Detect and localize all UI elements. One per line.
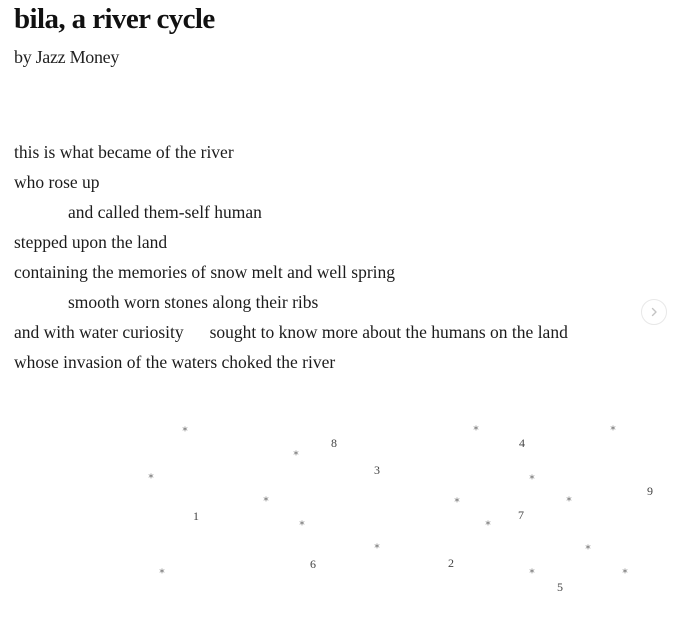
asterisk-mark: *	[182, 424, 188, 438]
asterisk-mark: *	[485, 518, 491, 532]
asterisk-mark: *	[374, 541, 380, 555]
poem-line	[14, 351, 568, 381]
author-byline: by Jazz Money	[14, 47, 120, 67]
poem-line	[14, 261, 568, 291]
poem-line-text: and called them-self human	[68, 202, 262, 222]
poem-line-text: containing the memories of snow melt and well spring	[14, 262, 396, 282]
number-mark: 7	[518, 508, 524, 522]
poem-line	[14, 141, 568, 171]
number-mark: 2	[448, 556, 454, 570]
number-mark: 1	[193, 509, 199, 523]
asterisk-mark: *	[473, 423, 479, 437]
asterisk-mark: *	[454, 495, 460, 509]
poem-line-text: and with water curiosity	[14, 322, 184, 342]
chevron-right-icon	[649, 307, 659, 317]
poem-title: bila, a river cycle	[14, 3, 215, 35]
poem-line-text: stepped upon the land	[14, 232, 168, 252]
asterisk-mark: *	[529, 472, 535, 486]
number-mark: 8	[331, 436, 337, 450]
asterisk-mark: *	[566, 494, 572, 508]
poem-line-text: this is what became of the river	[14, 142, 234, 162]
poem-line-indented	[14, 201, 568, 231]
asterisk-mark: *	[529, 566, 535, 580]
poem-line	[14, 321, 568, 351]
poem-line-text: whose invasion of the waters choked the river	[14, 352, 336, 372]
poem-line-text: smooth worn stones along their ribs	[68, 292, 319, 312]
asterisk-mark: *	[585, 542, 591, 556]
number-mark: 6	[310, 557, 316, 571]
asterisk-mark: *	[610, 423, 616, 437]
asterisk-mark: *	[293, 448, 299, 462]
next-slide-button[interactable]	[641, 299, 667, 325]
number-mark: 4	[519, 436, 525, 450]
poem-line	[14, 171, 568, 201]
poem-body	[14, 141, 568, 381]
number-mark: 9	[647, 484, 653, 498]
asterisk-mark: *	[148, 471, 154, 485]
asterisk-mark: *	[263, 494, 269, 508]
poem-line-indented	[14, 291, 568, 321]
number-mark: 5	[557, 580, 563, 594]
poem-line-text: sought to know more about the humans on the land	[209, 322, 568, 342]
poem-line	[14, 231, 568, 261]
asterisk-mark: *	[159, 566, 165, 580]
poem-line-text: who rose up	[14, 172, 100, 192]
asterisk-mark: *	[299, 518, 305, 532]
number-mark: 3	[374, 463, 380, 477]
asterisk-mark: *	[622, 566, 628, 580]
